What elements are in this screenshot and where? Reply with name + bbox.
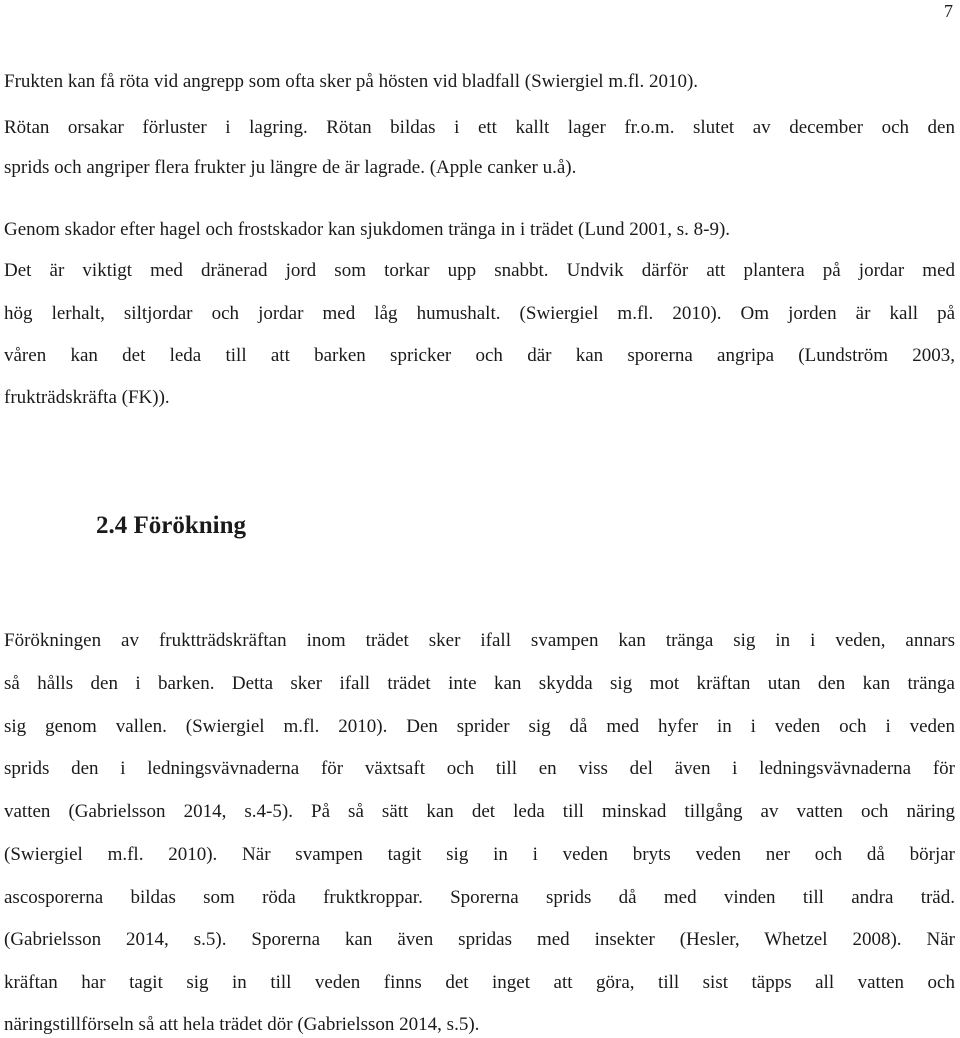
text-line: ascosporerna bildas som röda fruktkroppar. Sporerna sprids då med vinden till andra träd. bbox=[4, 887, 955, 908]
text-line: vatten (Gabrielsson 2014, s.4-5). På så sätt kan det leda till minskad tillgång av vatten och näring bbox=[4, 801, 955, 822]
text-line: (Swiergiel m.fl. 2010). När svampen tagit sig in i veden bryts veden ner och då börjar bbox=[4, 844, 955, 865]
text-line: kräftan har tagit sig in till veden finns det inget att göra, till sist täpps all vatten och bbox=[4, 972, 955, 993]
text-line: näringstillförseln så att hela trädet dör (Gabrielsson 2014, s.5). bbox=[4, 1014, 480, 1035]
text-line: sprids och angriper flera frukter ju längre de är lagrade. (Apple canker u.å). bbox=[4, 157, 577, 178]
text-line: våren kan det leda till att barken spricker och där kan sporerna angripa (Lundström 2003, bbox=[4, 345, 955, 366]
text-line: frukträdskräfta (FK)). bbox=[4, 387, 170, 408]
text-line: Det är viktigt med dränerad jord som torkar upp snabbt. Undvik därför att plantera på jordar med bbox=[4, 260, 955, 281]
text-line: Genom skador efter hagel och frostskador kan sjukdomen tränga in i trädet (Lund 2001, s. 8-9). bbox=[4, 219, 731, 240]
text-line: hög lerhalt, siltjordar och jordar med låg humushalt. (Swiergiel m.fl. 2010). Om jorden är kall på bbox=[4, 303, 955, 324]
text-line: (Gabrielsson 2014, s.5). Sporerna kan även spridas med insekter (Hesler, Whetzel 2008). När bbox=[4, 929, 955, 950]
text-line: Frukten kan få röta vid angrepp som ofta sker på hösten vid bladfall (Swiergiel m.fl. 2010). bbox=[4, 71, 699, 92]
text-line: Förökningen av fruktträdskräftan inom trädet sker ifall svampen kan tränga sig in i veden, annars bbox=[4, 630, 955, 651]
section-heading: 2.4 Förökning bbox=[96, 512, 247, 539]
text-line: Rötan orsakar förluster i lagring. Rötan bildas i ett kallt lager fr.o.m. slutet av december och den bbox=[4, 117, 955, 138]
text-line: sig genom vallen. (Swiergiel m.fl. 2010). Den sprider sig då med hyfer in i veden och i veden bbox=[4, 716, 955, 737]
text-line: så hålls den i barken. Detta sker ifall trädet inte kan skydda sig mot kräftan utan den kan tränga bbox=[4, 673, 955, 694]
text-line: sprids den i ledningsvävnaderna för växtsaft och till en viss del även i ledningsvävnaderna för bbox=[4, 758, 955, 779]
page-number: 7 bbox=[944, 1, 953, 21]
